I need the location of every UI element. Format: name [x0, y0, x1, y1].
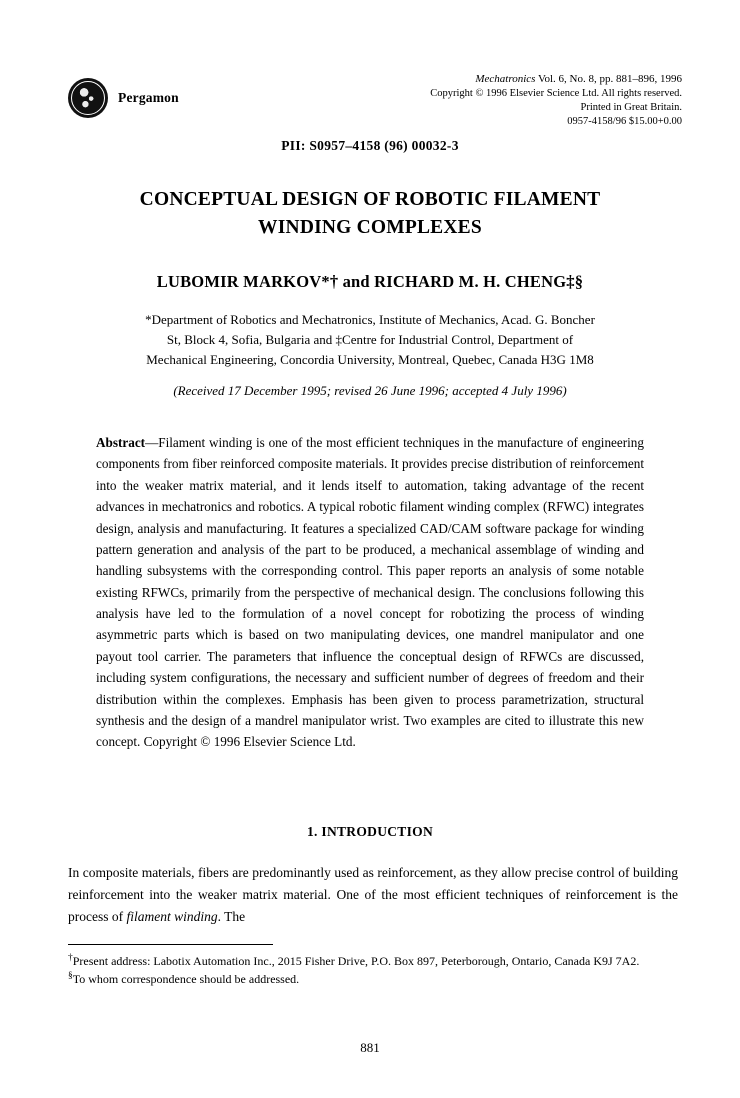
publisher-block [68, 78, 179, 118]
page-title [90, 186, 650, 241]
publisher-name: Pergamon [118, 90, 179, 105]
affiliation-line-1: *Department of Robotics and Mechatronics, Institute of Mechanics, Acad. G. Boncher [145, 312, 595, 327]
introduction-paragraph [68, 862, 678, 928]
section-heading-introduction: 1. INTRODUCTION [306, 824, 433, 839]
pii-identifier: PII: S0957–4158 (96) 00032-3 [281, 138, 459, 153]
affiliation-block [80, 310, 660, 370]
footnote-1 [68, 952, 678, 970]
masthead [68, 72, 682, 134]
journal-citation-line [430, 72, 682, 87]
pergamon-globe-icon [68, 78, 108, 118]
authors-text: LUBOMIR MARKOV*† and RICHARD M. H. CHENG‡§ [156, 272, 584, 291]
intro-text-part-1: In composite materials, fibers are predominantly used as reinforcement, as they allow precise control of building reinforcement into the weaker matrix material. One of the most efficient techniques of reinforcement is the process of [68, 865, 678, 924]
intro-emphasis-filament-winding: filament winding [126, 908, 218, 924]
page-number: 881 [360, 1040, 380, 1055]
journal-reference [430, 72, 682, 128]
footnote-2 [68, 970, 678, 988]
affiliation-line-3: Mechanical Engineering, Concordia University, Montreal, Quebec, Canada H3G 1M8 [146, 352, 594, 368]
abstract [96, 432, 644, 753]
title-line-1: CONCEPTUAL DESIGN OF ROBOTIC FILAMENT [139, 189, 601, 210]
title-line-2: WINDING COMPLEXES [258, 216, 482, 238]
abstract-text: —Filament winding is one of the most efficient techniques in the manufacture of engineering components from fiber reinforced composite materials. It provides precise distribution of reinforcement into the weaker matrix material, and it lends itself to automation, taking advantage of the recent advances in mechatronics and robotics. A typical robotic filament winding complex (RFWC) integrates design, analysis and manufacturing. It features a specialized CAD/CAM software package for winding pattern generation and analysis of the part to be produced, a mechanical assemblage of winding and handling subsystems with the corresponding control. This paper reports an analysis of some notable existing RFWCs, primarily from the perspective of mechanical design. The conclusions following this analysis have led to the formulation of a novel concept for robotizing the process of winding asymmetric parts which is based on two manipulating devices, one mandrel manipulator and one payout tool carrier. The parameters that influence the conceptual design of RFWCs are discussed, including system configurations, the necessary and sufficient number of degrees of freedom and their distribution within the complexes. Emphasis has been given to process parametrization, structural synthesis and the design of a mandrel manipulator wrist. Two examples are cited to illustrate this new concept. Copyright © 1996 Elsevier Science Ltd. [96, 435, 644, 750]
footnote-divider [68, 944, 273, 945]
footnote-1-text: Present address: Labotix Automation Inc., 2015 Fisher Drive, P.O. Box 897, Peterborough, Ontario, Canada K9J 7A2. [72, 954, 640, 968]
affiliation-line-2: St, Block 4, Sofia, Bulgaria and ‡Centre for Industrial Control, Department of [166, 332, 574, 348]
printed-line: Printed in Great Britain. [580, 101, 682, 113]
intro-text-part-2: . The [217, 908, 246, 924]
author-list [80, 272, 660, 292]
journal-volume-info: Vol. 6, No. 8, pp. 881–896, 1996 [535, 73, 682, 85]
journal-title: Mechatronics [475, 73, 536, 85]
footnote-2-marker: § [68, 971, 73, 982]
issn-price-line: 0957-4158/96 $15.00+0.00 [567, 115, 682, 127]
received-dates: (Received 17 December 1995; revised 26 June 1996; accepted 4 July 1996) [173, 383, 567, 398]
footnote-2-text: To whom correspondence should be addressed. [72, 972, 300, 987]
abstract-label: Abstract [96, 435, 146, 450]
copyright-line: Copyright © 1996 Elsevier Science Ltd. All rights reserved. [430, 87, 682, 99]
footnotes [68, 952, 678, 989]
footnote-1-marker: † [68, 953, 73, 963]
